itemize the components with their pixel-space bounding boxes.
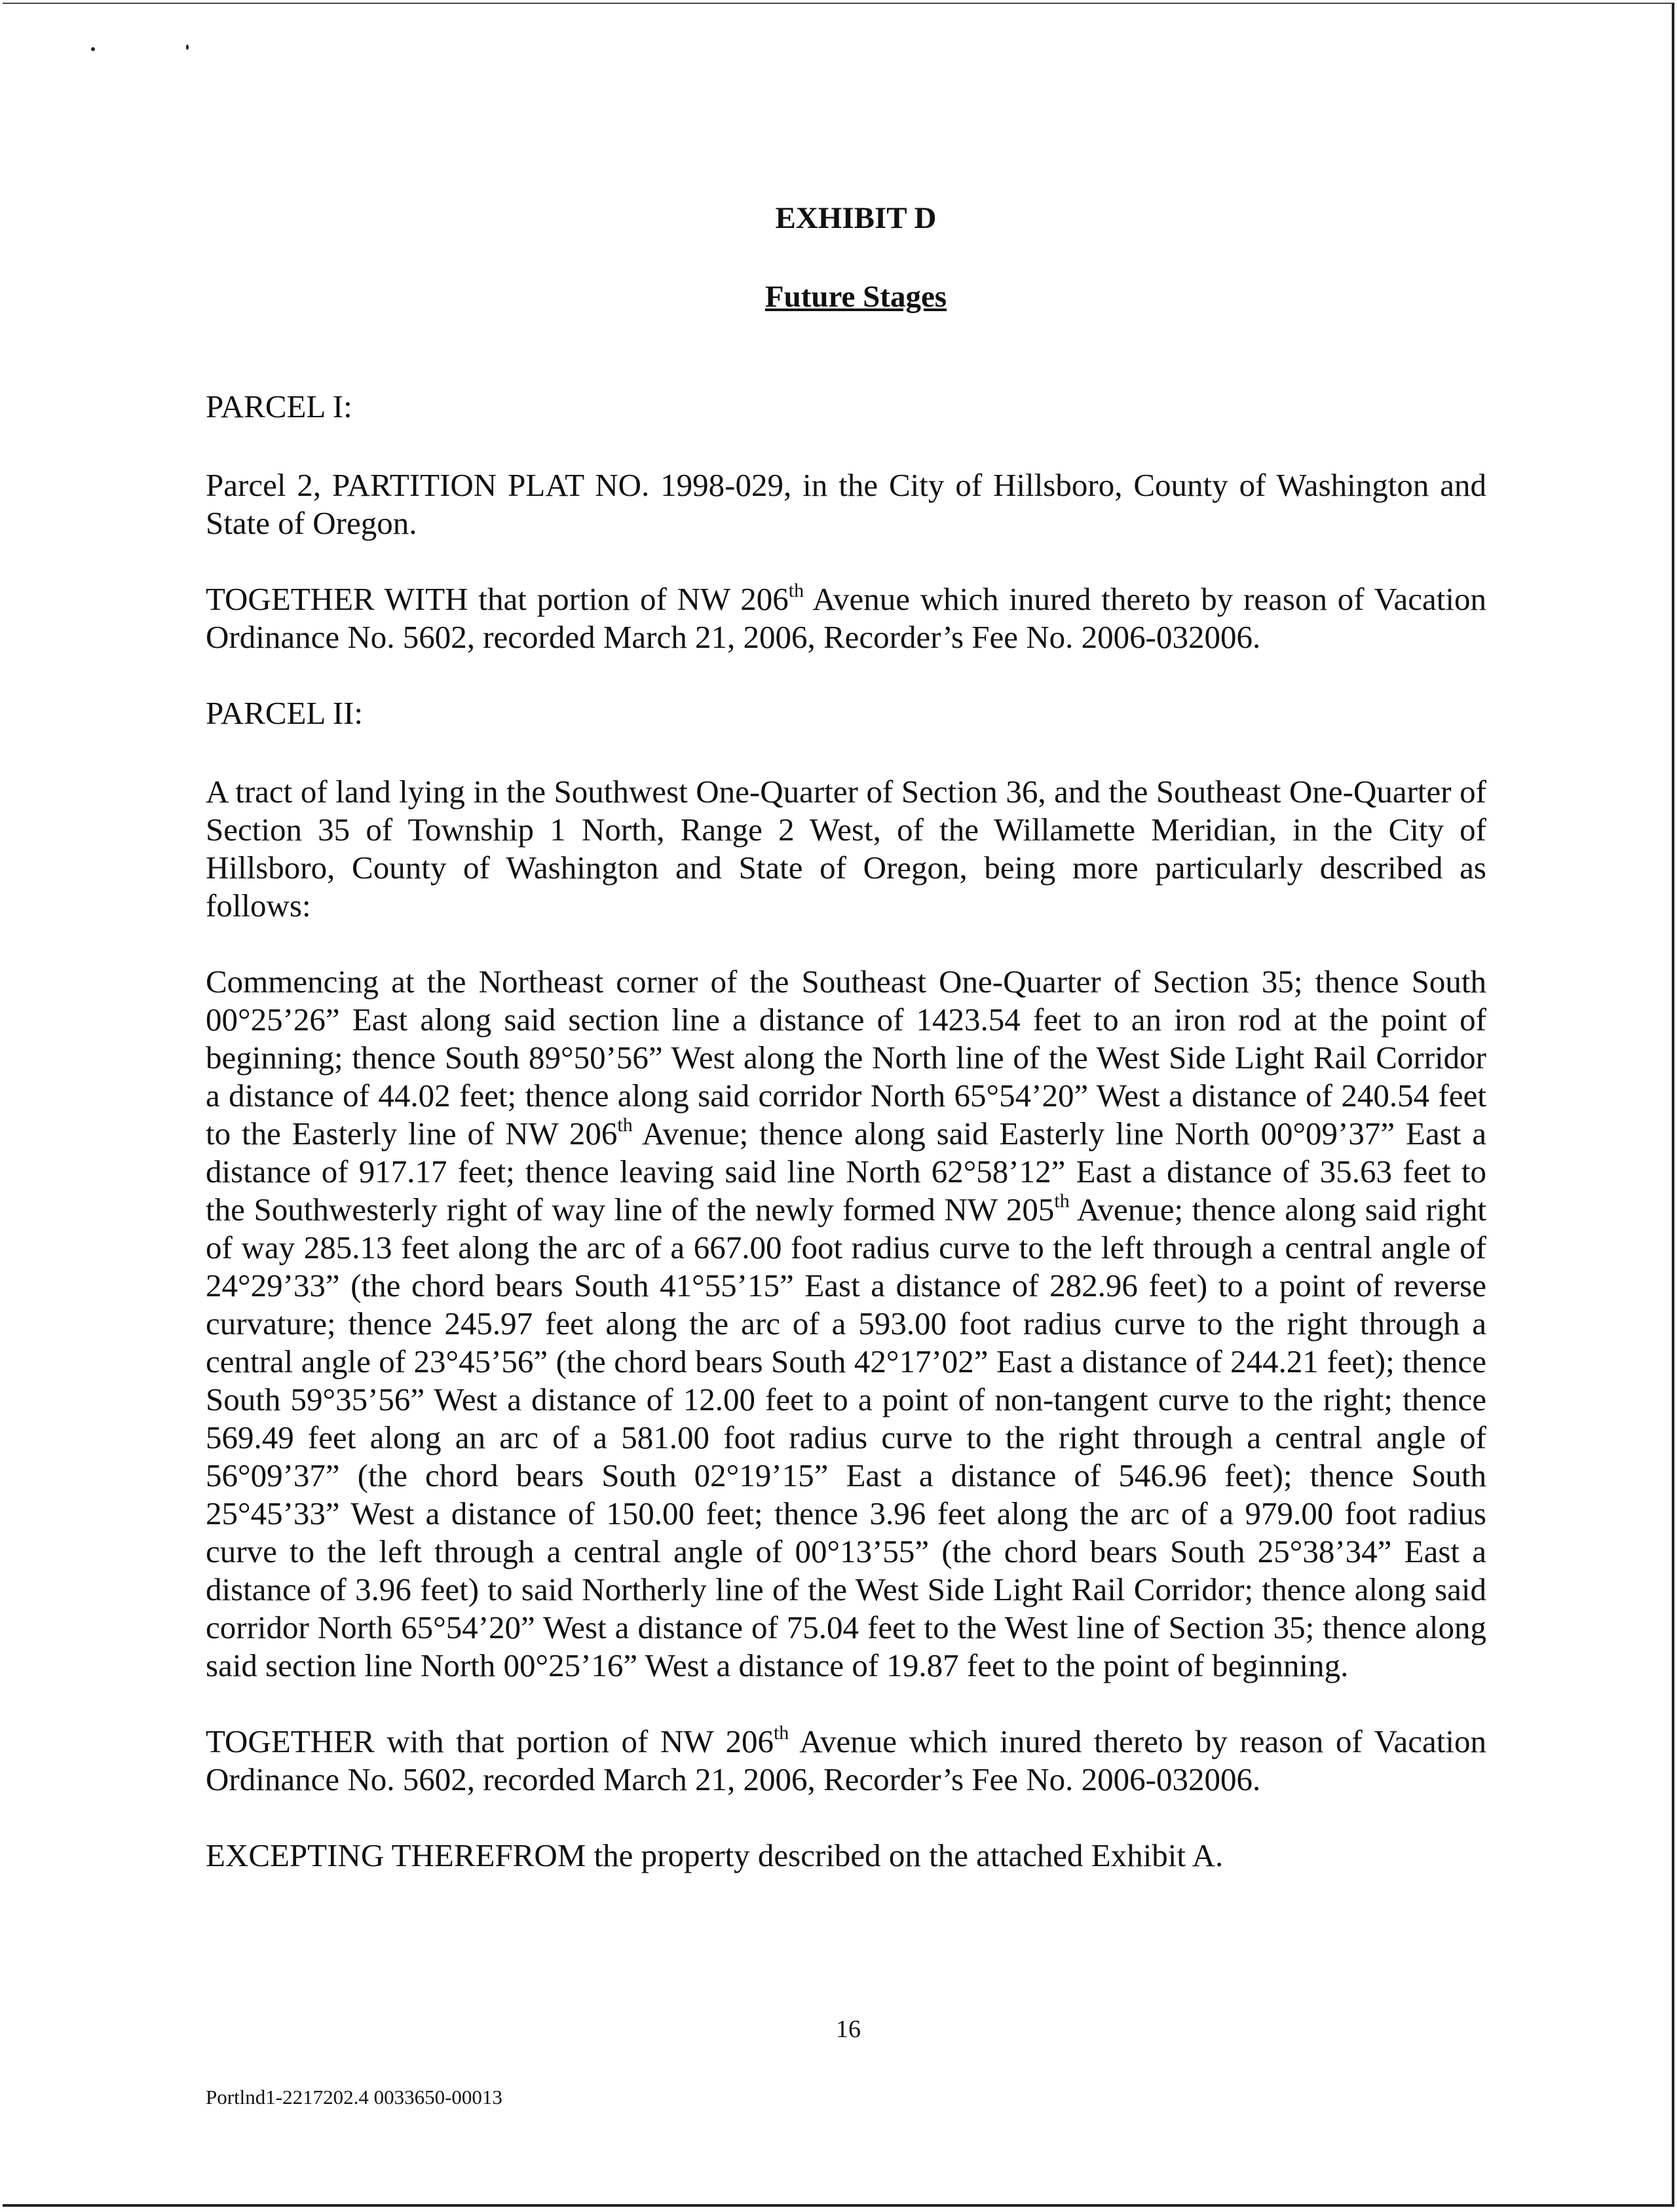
exhibit-title: EXHIBIT D xyxy=(775,201,937,235)
document-body xyxy=(206,199,1486,1913)
scan-speck xyxy=(186,45,189,50)
parcel-2-intro: A tract of land lying in the Southwest One-Quarter of Section 36, and the Southeast One-Quarter of Section 35 of Township 1 North, Range 2 West, of the Willamette Meridian, in the City of Hillsboro, County of Washington and State of Oregon, being more particularly described as follows: xyxy=(206,774,1486,924)
footer-document-id: Portlnd1-2217202.4 0033650-00013 xyxy=(206,2086,502,2109)
excepting-clause: EXCEPTING THEREFROM the property described on the attached Exhibit A. xyxy=(206,1837,1224,1873)
document-page xyxy=(3,3,1674,2207)
legal-description: Commencing at the Northeast corner of the Southeast One-Quarter of Section 35; thence South 00°25’26” East along said section line a distance of 1423.54 feet to an iron rod at the point of beginning; thence South 89°50’56” West along the North line of the West Side Light Rail Corridor a distance of 44.02 feet; thence along said corridor North 65°54’20” West a distance of 240.54 feet to the Easterly line of NW 206th Avenue; thence along said Easterly line North 00°09’37” East a distance of 917.17 feet; thence leaving said line North 62°58’12” East a distance of 35.63 feet to the Southwesterly right of way line of the newly formed NW 205th Avenue; thence along said right of way 285.13 feet along the arc of a 667.00 foot radius curve to the left through a central angle of 24°29’33” (the chord bears South 41°55’15” East a distance of 282.96 feet) to a point of reverse curvature; thence 245.97 feet along the arc of a 593.00 foot radius curve to the right through a central angle of 23°45’56” (the chord bears South 42°17’02” East a distance of 244.21 feet); thence South 59°35’56” West a distance of 12.00 feet to a point of non-tangent curve to the right; thence 569.49 feet along an arc of a 581.00 foot radius curve to the right through a central angle of 56°09’37” (the chord bears South 02°19’15” East a distance of 546.96 feet); thence South 25°45’33” West a distance of 150.00 feet; thence 3.96 feet along the arc of a 979.00 foot radius curve to the left through a central angle of 00°13’55” (the chord bears South 25°38’34” East a distance of 3.96 feet) to said Northerly line of the West Side Light Rail Corridor; thence along said corridor North 65°54’20” West a distance of 75.04 feet to the West line of Section 35; thence along said section line North 00°25’16” West a distance of 19.87 feet to the point of beginning. xyxy=(206,964,1487,1683)
parcel-1-label: PARCEL I: xyxy=(206,388,352,424)
parcel-2-together-clause: TOGETHER with that portion of NW 206th Avenue which inured thereto by reason of Vacation Ordinance No. 5602, recorded March 21, 2006, Recorder’s Fee No. 2006-032006. xyxy=(206,1722,1486,1797)
parcel-1-together-clause: TOGETHER WITH that portion of NW 206th Avenue which inured thereto by reason of Vacation Ordinance No. 5602, recorded March 21, 2006, Recorder’s Fee No. 2006-032006. xyxy=(206,580,1486,655)
parcel-2-label: PARCEL II: xyxy=(206,695,364,731)
parcel-1-description: Parcel 2, PARTITION PLAT NO. 1998-029, in the City of Hillsboro, County of Washington and State of Oregon. xyxy=(206,467,1486,541)
page-number: 16 xyxy=(836,2015,861,2043)
scan-speck xyxy=(91,47,95,51)
document-subtitle: Future Stages xyxy=(764,280,947,314)
